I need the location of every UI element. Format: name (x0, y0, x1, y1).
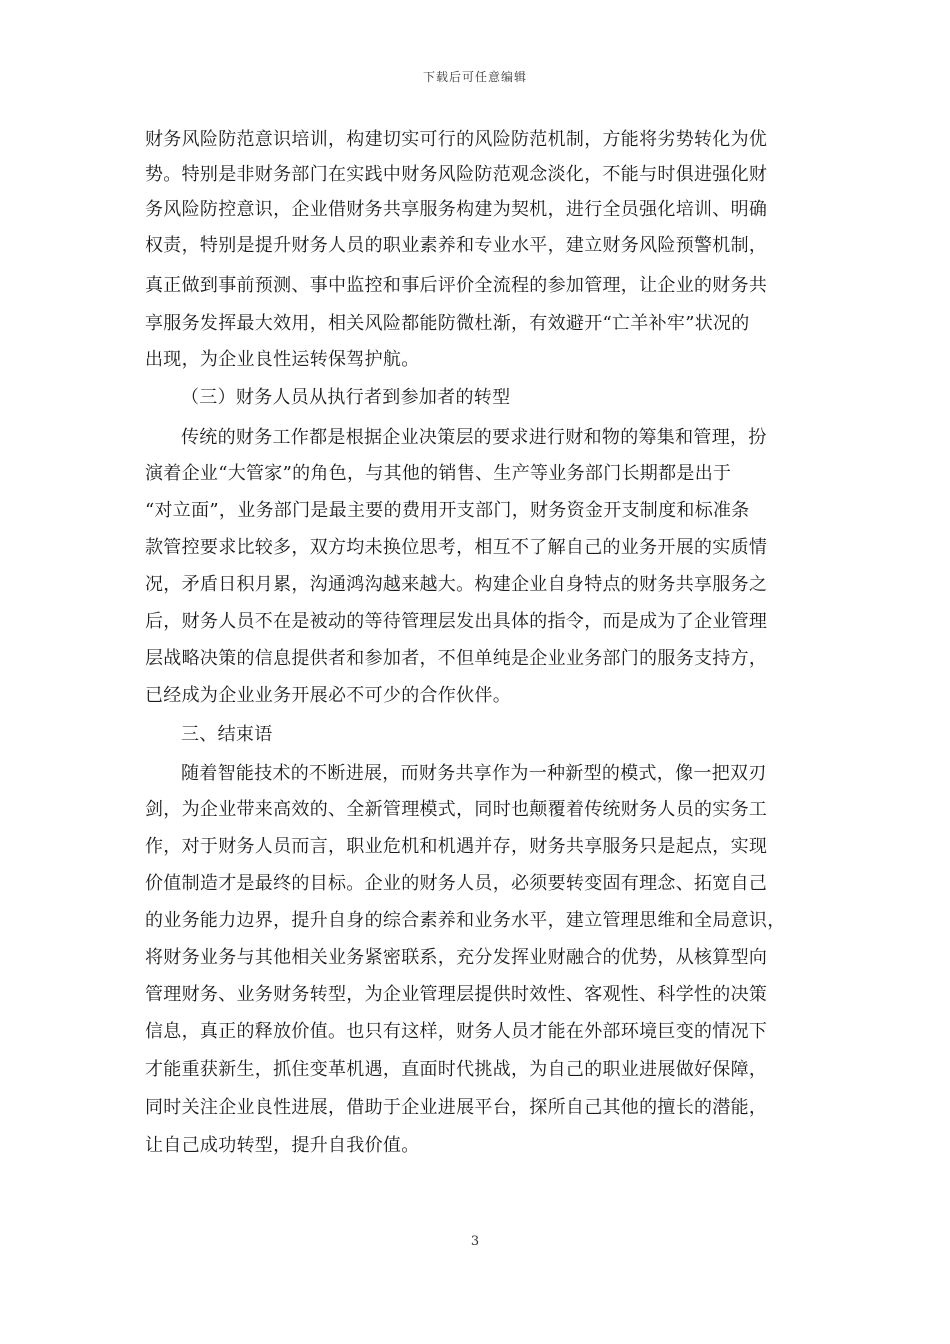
text-line: 信息，真正的释放价值。也只有这样，财务人员才能在外部环境巨变的情况下 (145, 1021, 768, 1042)
text-line: 势。特别是非财务部门在实践中财务风险防范观念淡化，不能与时俱进强化财 (145, 164, 768, 185)
text-line: 的业务能力边界，提升自身的综合素养和业务水平，建立管理思维和全局意识， (145, 910, 786, 931)
text-line: 真正做到事前预测、事中监控和事后评价全流程的参加管理，让企业的财务共 (145, 275, 768, 296)
text-line: “对立面”，业务部门是最主要的费用开支部门，财务资金开支制度和标准条 (145, 500, 750, 521)
section-heading: 三、结束语 (181, 724, 273, 745)
text-line: 作，对于财务人员而言，职业危机和机遇并存，财务共享服务只是起点，实现 (145, 836, 768, 857)
text-line: 随着智能技术的不断进展，而财务共享作为一种新型的模式，像一把双刃 (181, 763, 767, 784)
text-line: 传统的财务工作都是根据企业决策层的要求进行财和物的筹集和管理，扮 (181, 427, 767, 448)
text-line: 将财务业务与其他相关业务紧密联系，充分发挥业财融合的优势，从核算型向 (145, 947, 768, 968)
text-line: 价值制造才是最终的目标。企业的财务人员，必须要转变固有理念、拓宽自己 (145, 873, 768, 894)
text-line: 让自己成功转型，提升自我价值。 (145, 1135, 420, 1156)
text-line: 款管控要求比较多，双方均未换位思考，相互不了解自己的业务开展的实质情 (145, 537, 768, 558)
text-line: 已经成为企业业务开展必不可少的合作伙伴。 (145, 685, 511, 706)
text-line: 权责，特别是提升财务人员的职业素养和专业水平，建立财务风险预警机制， (145, 235, 768, 256)
text-line: 演着企业“大管家”的角色，与其他的销售、生产等业务部门长期都是出于 (145, 463, 732, 484)
page-number: 3 (470, 1234, 480, 1249)
text-line: 务风险防控意识，企业借财务共享服务构建为契机，进行全员强化培训、明确 (145, 199, 768, 220)
text-line: 同时关注企业良性进展，借助于企业进展平台，探所自己其他的擅长的潜能， (145, 1097, 768, 1118)
text-line: 况，矛盾日积月累，沟通鸿沟越来越大。构建企业自身特点的财务共享服务之 (145, 574, 768, 595)
section-heading: （三）财务人员从执行者到参加者的转型 (181, 387, 511, 408)
page-header: 下载后可任意编辑 (422, 70, 527, 84)
text-line: 才能重获新生，抓住变革机遇，直面时代挑战，为自己的职业进展做好保障， (145, 1059, 768, 1080)
text-line: 享服务发挥最大效用，相关风险都能防微杜渐，有效避开“亡羊补牢”状况的 (145, 313, 750, 334)
text-line: 层战略决策的信息提供者和参加者，不但单纯是企业业务部门的服务支持方， (145, 648, 768, 669)
text-line: 出现，为企业良性运转保驾护航。 (145, 349, 420, 370)
text-line: 管理财务、业务财务转型，为企业管理层提供时效性、客观性、科学性的决策 (145, 984, 768, 1005)
text-line: 剑，为企业带来高效的、全新管理模式，同时也颠覆着传统财务人员的实务工 (145, 799, 768, 820)
text-line: 财务风险防范意识培训，构建切实可行的风险防范机制，方能将劣势转化为优 (145, 129, 768, 150)
text-line: 后，财务人员不在是被动的等待管理层发出具体的指令，而是成为了企业管理 (145, 611, 768, 632)
